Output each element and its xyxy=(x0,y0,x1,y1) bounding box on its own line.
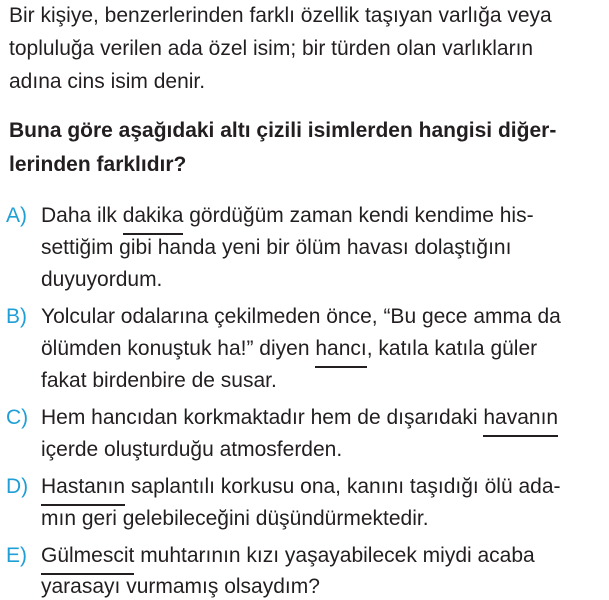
option-d-underlined-word: Hastanın xyxy=(41,475,126,498)
option-a-text: gördüğüm zaman kendi kendime his- xyxy=(183,204,534,227)
option-b-line-1[interactable]: Yolcular odalarına çekilmeden önce, “Bu gece amma da xyxy=(41,305,561,328)
option-c-letter[interactable]: C) xyxy=(6,406,29,429)
option-d-line-1[interactable] xyxy=(41,474,561,500)
option-e-line-2[interactable]: yarasayı vurmamış olsaydım? xyxy=(41,575,320,598)
option-d-line-2[interactable]: mın geri gelebileceğini düşündürmektedir. xyxy=(41,507,429,530)
intro-line-1: Bir kişiye, benzerlerinden farklı özellik taşıyan varlığa veya xyxy=(9,4,552,27)
option-b-underlined-word: hancı xyxy=(315,337,367,360)
option-c-text: Hem hancıdan korkmaktadır hem de dışarıdaki xyxy=(41,406,484,429)
option-a-line-2[interactable]: settiğim gibi handa yeni bir ölüm havası dolaştığını xyxy=(41,236,512,259)
option-c-line-2[interactable]: içerde oluşturduğu atmosferden. xyxy=(41,438,343,461)
option-b-letter[interactable]: B) xyxy=(6,305,27,328)
question-line-2: lerinden farklıdır? xyxy=(9,153,187,176)
intro-line-2: topluluğa verilen ada özel isim; bir türden olan varlıkların xyxy=(9,37,534,60)
option-e-underlined-word: Gülmescit xyxy=(41,544,135,567)
option-a-line-1[interactable] xyxy=(41,203,534,229)
option-e-letter[interactable]: E) xyxy=(6,544,27,567)
option-e-text: muhtarının kızı yaşayabilecek miydi acaba xyxy=(134,544,535,567)
question-line-1: Buna göre aşağıdaki altı çizili isimlerden hangisi diğer- xyxy=(9,119,557,142)
option-e-line-1[interactable] xyxy=(41,543,535,569)
option-a-line-3[interactable]: duyuyordum. xyxy=(41,268,163,291)
option-d-text: saplantılı korkusu ona, kanını taşıdığı ölü ada- xyxy=(125,475,561,498)
option-b-text: ölümden konuştuk ha!” diyen xyxy=(41,337,316,360)
option-b-line-3[interactable]: fakat birdenbire de susar. xyxy=(41,369,277,392)
option-a-letter[interactable]: A) xyxy=(6,204,27,227)
option-c-line-1[interactable] xyxy=(41,405,558,431)
intro-line-3: adına cins isim denir. xyxy=(9,70,206,93)
option-c-underlined-word: havanın xyxy=(483,406,559,429)
option-b-text: , katıla katıla güler xyxy=(366,337,538,360)
option-b-line-2[interactable] xyxy=(41,336,537,362)
option-a-text: Daha ilk xyxy=(41,204,123,227)
option-a-underlined-word: dakika xyxy=(122,204,184,227)
option-d-letter[interactable]: D) xyxy=(6,475,29,498)
